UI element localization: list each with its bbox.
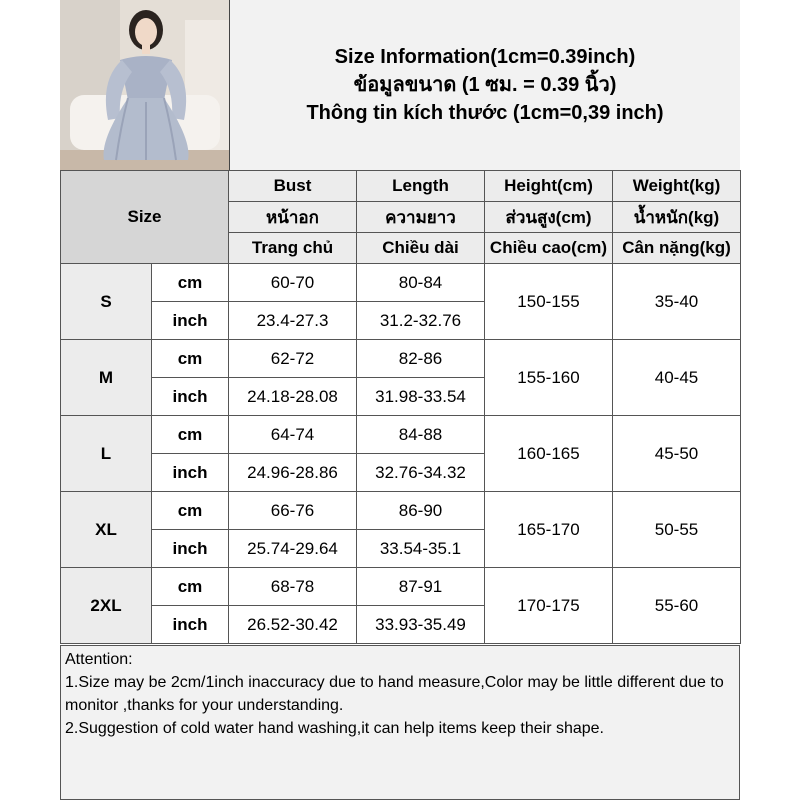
unit-cell-inch: inch	[152, 378, 229, 416]
weight-cell: 55-60	[613, 568, 741, 644]
unit-cell-cm: cm	[152, 264, 229, 302]
column-header-length-th: ความยาว	[357, 202, 485, 233]
table-row	[61, 264, 741, 302]
bust-inch-cell: 26.52-30.42	[229, 606, 357, 644]
table-row	[61, 416, 741, 454]
model-photo-illustration	[60, 0, 230, 170]
title-english: Size Information(1cm=0.39inch)	[334, 46, 636, 68]
product-photo	[60, 0, 230, 170]
column-header-height-vi: Chiều cao(cm)	[485, 233, 613, 264]
table-row	[61, 340, 741, 378]
column-header-bust-en: Bust	[229, 171, 357, 202]
length-cm-cell: 80-84	[357, 264, 485, 302]
title-thai: ข้อมูลขนาด (1 ซม. = 0.39 นิ้ว)	[353, 74, 617, 96]
bust-inch-cell: 24.18-28.08	[229, 378, 357, 416]
bust-cm-cell: 64-74	[229, 416, 357, 454]
column-header-height-th: ส่วนสูง(cm)	[485, 202, 613, 233]
length-inch-cell: 32.76-34.32	[357, 454, 485, 492]
weight-cell: 40-45	[613, 340, 741, 416]
bust-cm-cell: 68-78	[229, 568, 357, 606]
length-inch-cell: 33.54-35.1	[357, 530, 485, 568]
size-cell: M	[61, 340, 152, 416]
length-inch-cell: 31.98-33.54	[357, 378, 485, 416]
weight-cell: 35-40	[613, 264, 741, 340]
table-row	[61, 568, 741, 606]
unit-cell-inch: inch	[152, 606, 229, 644]
bust-cm-cell: 66-76	[229, 492, 357, 530]
bust-inch-cell: 23.4-27.3	[229, 302, 357, 340]
height-cell: 155-160	[485, 340, 613, 416]
length-cm-cell: 87-91	[357, 568, 485, 606]
size-cell: S	[61, 264, 152, 340]
column-header-bust-vi: Trang chủ	[229, 233, 357, 264]
column-header-weight-vi: Cân nặng(kg)	[613, 233, 741, 264]
length-inch-cell: 31.2-32.76	[357, 302, 485, 340]
unit-cell-cm: cm	[152, 416, 229, 454]
bust-cm-cell: 62-72	[229, 340, 357, 378]
size-cell: L	[61, 416, 152, 492]
unit-cell-inch: inch	[152, 302, 229, 340]
height-cell: 160-165	[485, 416, 613, 492]
height-cell: 165-170	[485, 492, 613, 568]
length-cm-cell: 86-90	[357, 492, 485, 530]
title-box	[230, 0, 740, 170]
size-cell: XL	[61, 492, 152, 568]
unit-cell-cm: cm	[152, 492, 229, 530]
column-header-weight-th: น้ำหนัก(kg)	[613, 202, 741, 233]
size-chart-sheet	[60, 0, 740, 800]
column-header-height-en: Height(cm)	[485, 171, 613, 202]
length-cm-cell: 84-88	[357, 416, 485, 454]
bust-cm-cell: 60-70	[229, 264, 357, 302]
title-vietnamese: Thông tin kích thước (1cm=0,39 inch)	[306, 102, 664, 124]
size-cell: 2XL	[61, 568, 152, 644]
length-inch-cell: 33.93-35.49	[357, 606, 485, 644]
weight-cell: 45-50	[613, 416, 741, 492]
attention-heading: Attention:	[65, 651, 133, 668]
column-header-weight-en: Weight(kg)	[613, 171, 741, 202]
length-cm-cell: 82-86	[357, 340, 485, 378]
attention-notes	[60, 645, 740, 800]
bust-inch-cell: 25.74-29.64	[229, 530, 357, 568]
height-cell: 170-175	[485, 568, 613, 644]
height-cell: 150-155	[485, 264, 613, 340]
size-table	[60, 170, 741, 644]
column-header-length-en: Length	[357, 171, 485, 202]
unit-cell-cm: cm	[152, 568, 229, 606]
weight-cell: 50-55	[613, 492, 741, 568]
attention-line-1: 1.Size may be 2cm/1inch inaccuracy due to hand measure,Color may be little different due to monitor ,thanks for your understanding.	[65, 674, 724, 714]
column-header-length-vi: Chiều dài	[357, 233, 485, 264]
table-row	[61, 492, 741, 530]
unit-cell-inch: inch	[152, 530, 229, 568]
unit-cell-inch: inch	[152, 454, 229, 492]
bust-inch-cell: 24.96-28.86	[229, 454, 357, 492]
unit-cell-cm: cm	[152, 340, 229, 378]
column-header-bust-th: หน้าอก	[229, 202, 357, 233]
size-header: Size	[61, 171, 229, 264]
attention-line-2: 2.Suggestion of cold water hand washing,it can help items keep their shape.	[65, 720, 604, 737]
